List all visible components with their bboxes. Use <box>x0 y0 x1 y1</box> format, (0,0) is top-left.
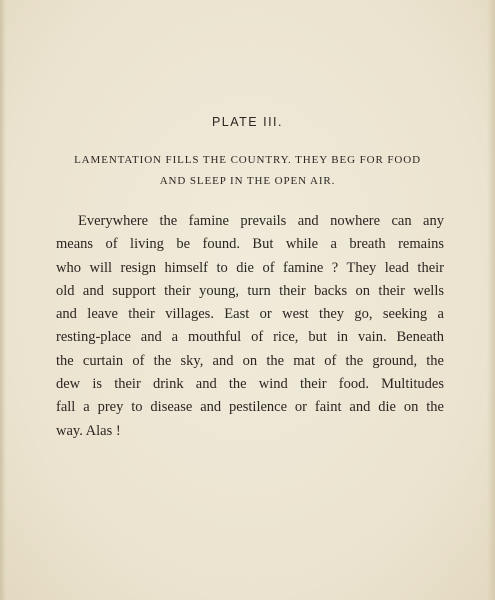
body-line: fall a prey to disease and pestilence or faint and die on the <box>56 399 444 416</box>
body-line: means of living be found. But while a breath remains <box>56 236 444 253</box>
subtitle-line: AND SLEEP IN THE OPEN AIR. <box>159 175 336 187</box>
body-line: the curtain of the sky, and on the mat of the ground, the <box>56 352 444 369</box>
plate-subtitle <box>40 150 455 192</box>
body-line: resting-place and a mouthful of rice, but in vain. Beneath <box>56 329 444 346</box>
plate-title: PLATE III. <box>211 115 284 129</box>
page-edge-right <box>487 0 495 600</box>
body-line: who will resign himself to die of famine ? They lead their <box>56 259 444 276</box>
subtitle-line: LAMENTATION FILLS THE COUNTRY. THEY BEG FOR FOOD <box>74 154 421 166</box>
page-edge-left <box>0 0 6 600</box>
body-line: old and support their young, turn their backs on their wells <box>56 282 444 299</box>
body-paragraph <box>56 210 444 443</box>
body-line: Everywhere the famine prevails and nowhere can any <box>78 213 444 229</box>
body-line: and leave their villages. East or west they go, seeking a <box>56 306 444 323</box>
body-line: way. Alas ! <box>56 422 121 439</box>
body-line: dew is their drink and the wind their food. Multitudes <box>56 376 444 393</box>
